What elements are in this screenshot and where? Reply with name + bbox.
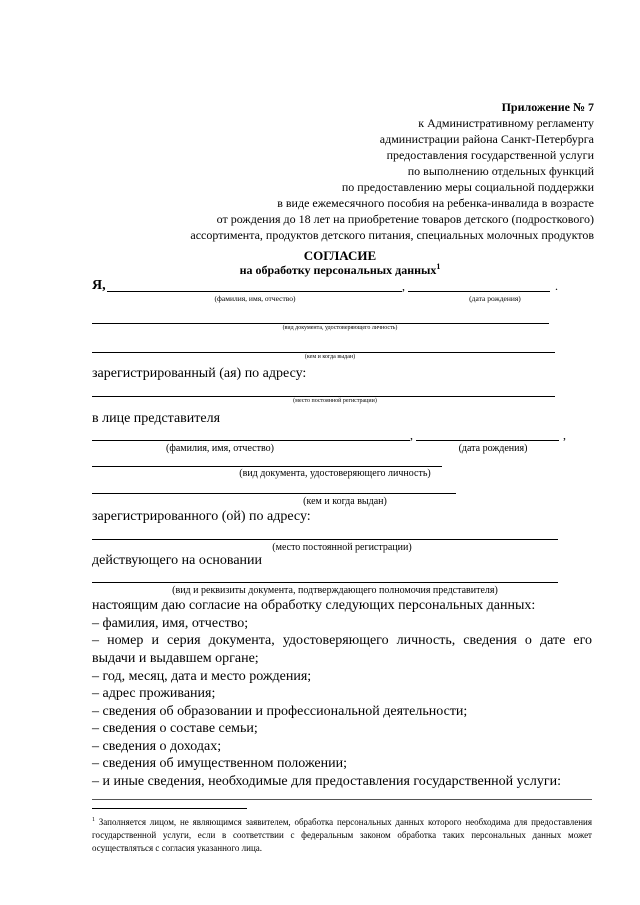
- comma: ,: [402, 279, 405, 293]
- rep-address-field[interactable]: [92, 539, 558, 540]
- consent-item: – адрес проживания;: [92, 686, 216, 701]
- consent-intro: настоящим даю согласие на обработку следующих персональных данных:: [92, 598, 536, 613]
- caption-fio: (фамилия, имя, отчество): [214, 294, 296, 303]
- rep-document-field[interactable]: [92, 466, 442, 467]
- consent-item: – и иные сведения, необходимые для предоставления государственной услуги:: [92, 774, 561, 789]
- caption-authority: (вид и реквизиты документа, подтверждающего полномочия представителя): [172, 585, 498, 596]
- authority-field[interactable]: [92, 582, 558, 583]
- acting-label: действующего на основании: [92, 553, 263, 568]
- rep-end-comma: ,: [563, 428, 566, 442]
- fio-field[interactable]: [107, 291, 402, 292]
- consent-item: – сведения об образовании и профессиональной деятельности;: [92, 704, 468, 719]
- caption-rep-doc: (вид документа, удостоверяющего личность): [239, 468, 431, 479]
- caption-rep-issued: (кем и когда выдан): [303, 496, 387, 507]
- appendix-title: Приложение № 7: [501, 100, 594, 114]
- header-line: по предоставлению меры социальной поддержки: [341, 180, 594, 194]
- document-subtitle: [0, 262, 640, 278]
- dob-field[interactable]: [408, 291, 550, 292]
- footnote: [92, 814, 592, 855]
- footnote-mark: 1: [436, 262, 441, 271]
- caption-rep-fio: (фамилия, имя, отчество): [166, 443, 274, 454]
- consent-item: – фамилия, имя, отчество;: [92, 616, 249, 631]
- header-line: в виде ежемесячного пособия на ребенка-инвалида в возрасте: [277, 196, 594, 210]
- consent-item-continued: выдачи и выдавшем органе;: [92, 651, 259, 666]
- footnote-number: 1: [92, 817, 95, 823]
- consent-item: – сведения о составе семьи;: [92, 721, 258, 736]
- caption-rep-address: (место постоянной регистрации): [272, 542, 412, 553]
- registered-label: зарегистрированный (ая) по адресу:: [92, 366, 307, 381]
- dot: .: [555, 279, 558, 293]
- issued-field[interactable]: [92, 352, 555, 353]
- consent-item: – номер и серия документа, удостоверяющего личность, сведения о дате его: [92, 633, 592, 648]
- caption-doc: (вид документа, удостоверяющего личность): [282, 325, 398, 331]
- document-field[interactable]: [92, 323, 549, 324]
- header-line: предоставления государственной услуги: [386, 148, 594, 162]
- rep-fio-field[interactable]: [92, 440, 410, 441]
- header-line: по выполнению отдельных функций: [407, 164, 594, 178]
- consent-item: – сведения о доходах;: [92, 739, 222, 754]
- rep-comma: ,: [410, 428, 413, 442]
- caption-dob: (дата рождения): [469, 294, 521, 303]
- rep-dob-field[interactable]: [416, 440, 559, 441]
- representative-label: в лице представителя: [92, 411, 221, 426]
- caption-issued: (кем и когда выдан): [304, 354, 356, 360]
- caption-address: (место постоянной регистрации): [293, 398, 377, 404]
- ya-label: Я,: [92, 278, 106, 293]
- header-line: администрации района Санкт-Петербурга: [379, 132, 594, 146]
- header-line: ассортимента, продуктов детского питания, специальных молочных продуктов: [190, 228, 594, 242]
- rep-registered-label: зарегистрированного (ой) по адресу:: [92, 509, 311, 524]
- rep-issued-field[interactable]: [92, 493, 456, 494]
- consent-item: – сведения об имущественном положении;: [92, 756, 348, 771]
- footnote-separator: [92, 808, 247, 809]
- footnote-text: Заполняется лицом, не являющимся заявителем, обработка персональных данных которого необходима для предоставления государственной услуги, если в соответствии с федеральным законом обработка таких персональных данных может осуществляться с согласия указанного лица.: [92, 817, 592, 853]
- header-line: от рождения до 18 лет на приобретение товаров детского (подросткового): [216, 212, 594, 226]
- services-field[interactable]: [92, 799, 592, 800]
- caption-rep-dob: (дата рождения): [458, 443, 528, 454]
- consent-item: – год, месяц, дата и место рождения;: [92, 669, 312, 684]
- subtitle-text: на обработку персональных данных: [239, 263, 437, 277]
- document-title: СОГЛАСИЕ: [303, 248, 377, 263]
- header-line: к Административному регламенту: [418, 116, 594, 130]
- address-field[interactable]: [92, 396, 555, 397]
